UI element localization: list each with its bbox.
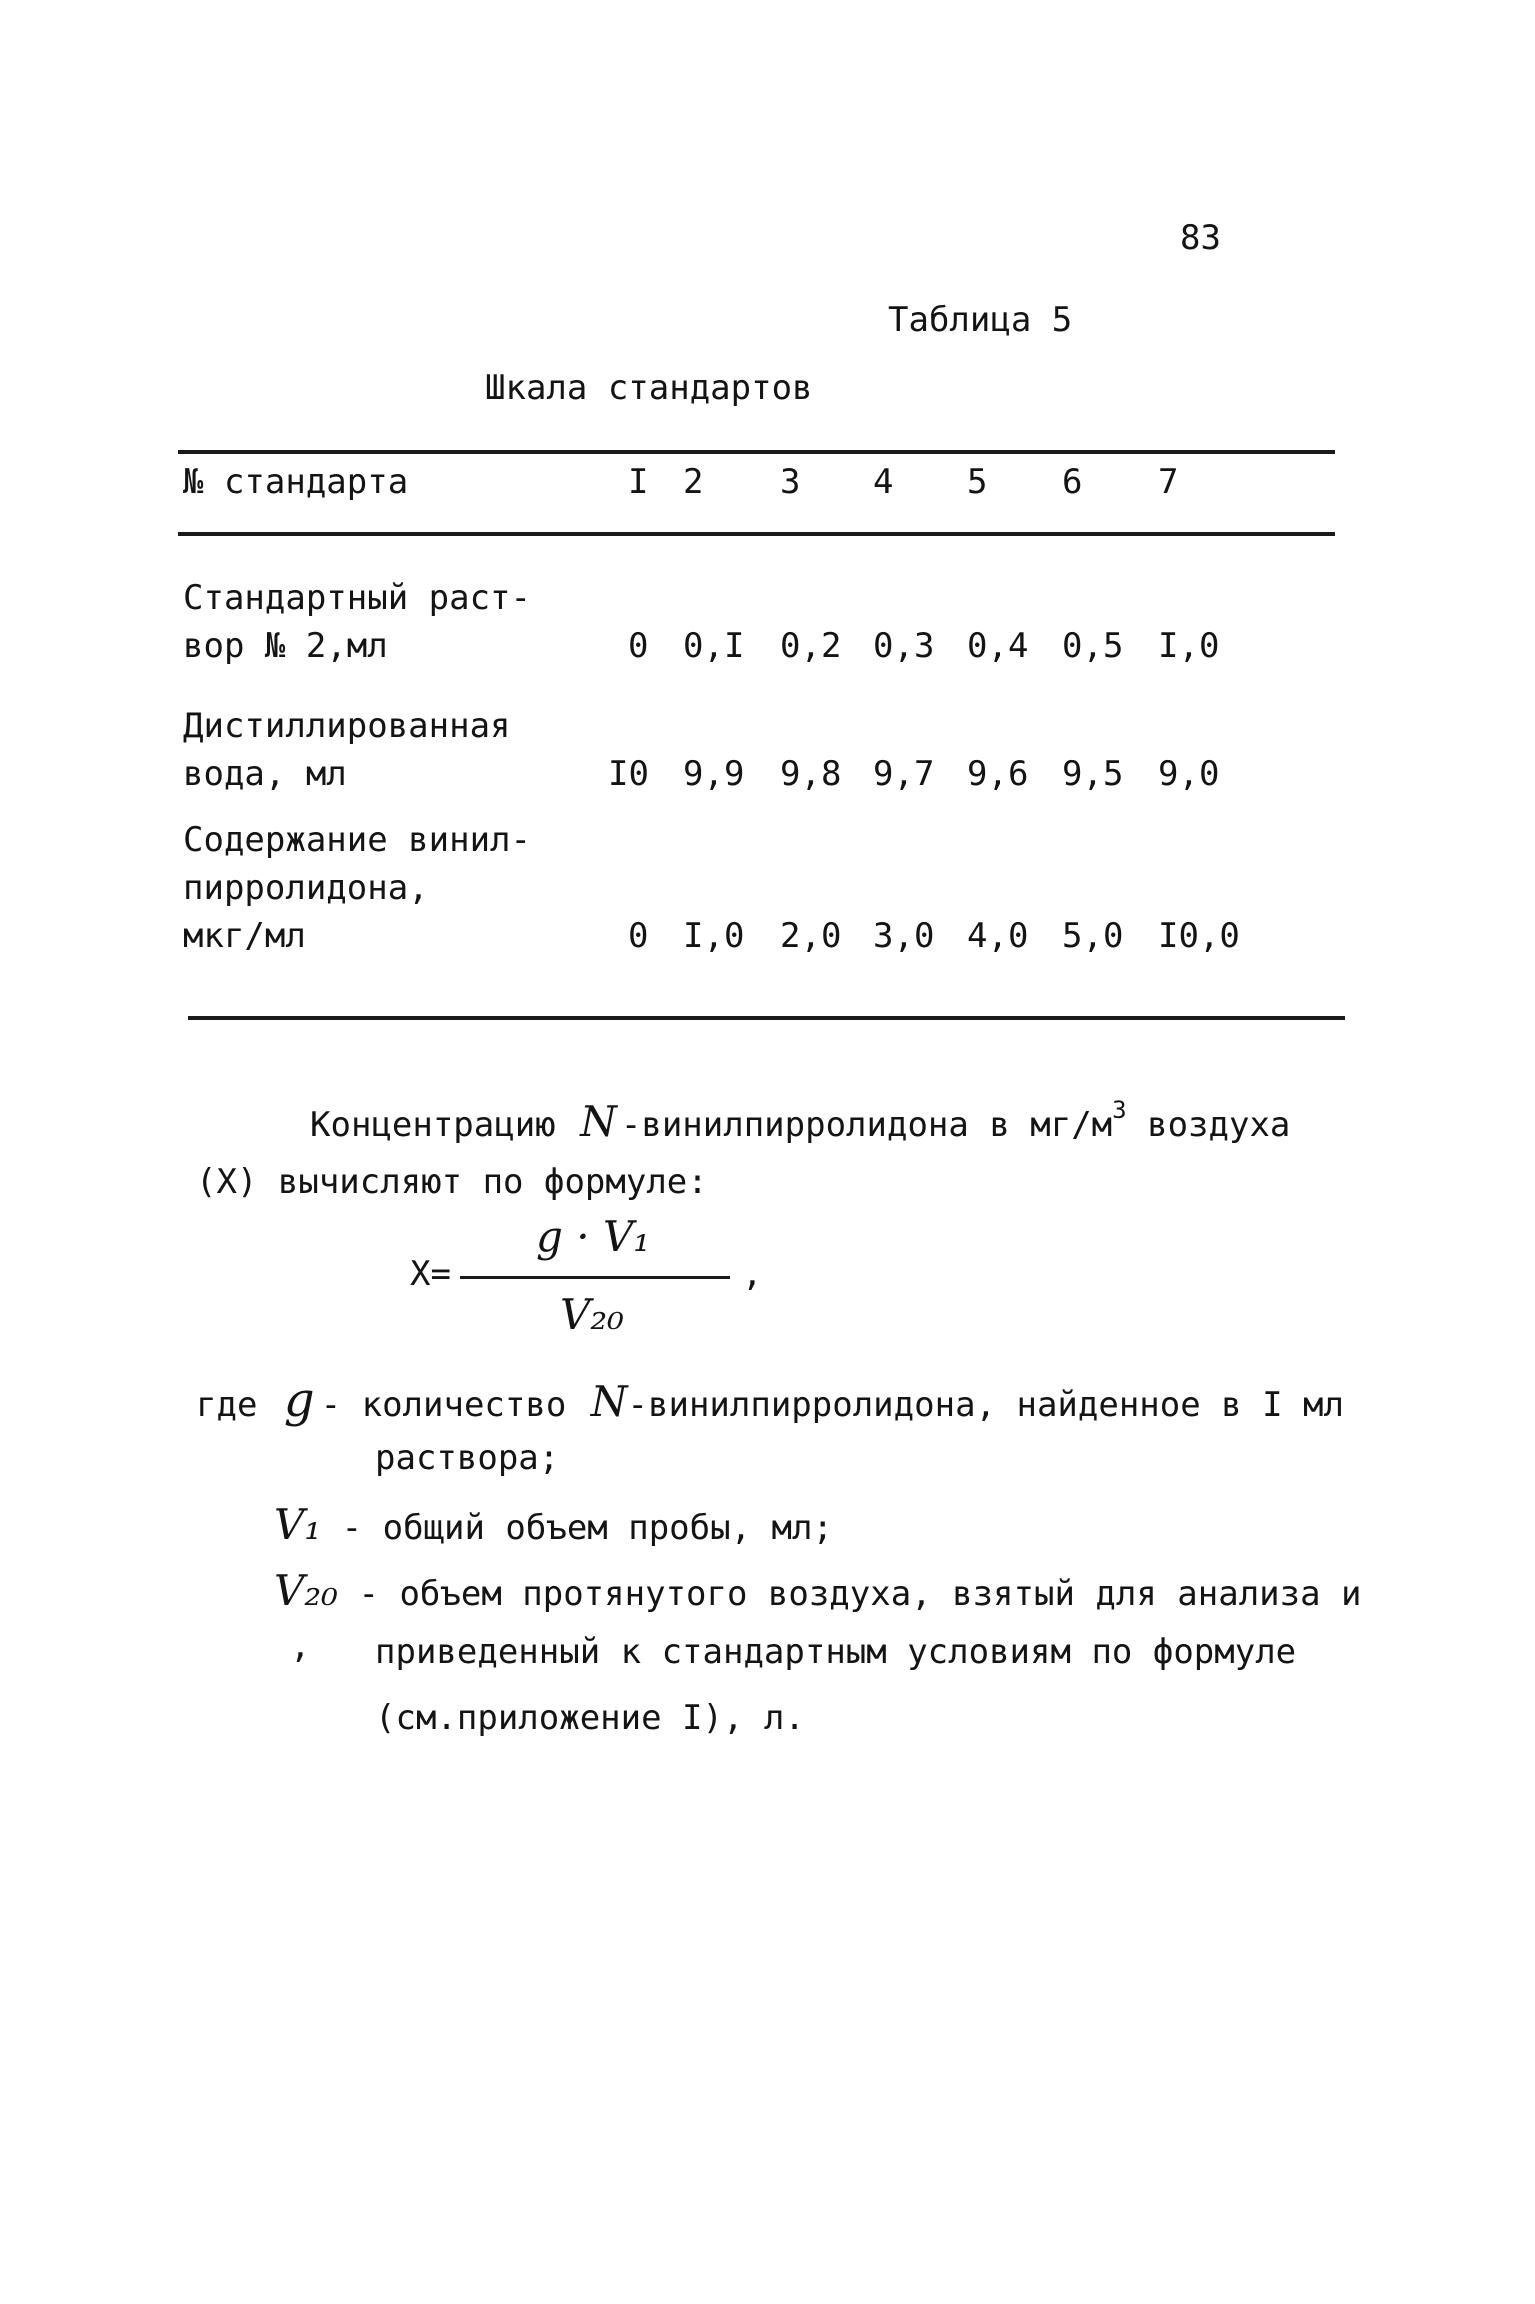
row-label-line: мкг/мл bbox=[183, 916, 306, 956]
formula-numerator: g · V₁ bbox=[536, 1212, 651, 1261]
column-header-4: 4 bbox=[873, 462, 894, 502]
superscript: 3 bbox=[1112, 1096, 1127, 1124]
where-g-continuation: раствора; bbox=[375, 1438, 560, 1478]
formula-lhs: X= bbox=[410, 1254, 451, 1294]
table-caption: Таблица 5 bbox=[888, 300, 1073, 340]
where-text: - общий объем пробы, мл; bbox=[341, 1508, 833, 1548]
where-g-line bbox=[196, 1372, 1344, 1428]
row-label-line: пирролидона, bbox=[183, 868, 429, 908]
table-header-rule bbox=[178, 532, 1335, 536]
where-v20-continuation-1: приведенный к стандартным условиям по формуле bbox=[375, 1632, 1297, 1672]
column-header-7: 7 bbox=[1158, 462, 1179, 502]
where-text: количество bbox=[361, 1385, 567, 1425]
paragraph-line-2: (X) вычисляют по формуле: bbox=[196, 1162, 708, 1202]
table-cell: 0 bbox=[628, 916, 649, 956]
paragraph-text: воздуха bbox=[1147, 1105, 1291, 1145]
table-cell: 9,8 bbox=[780, 754, 842, 794]
formula-trail: , bbox=[742, 1254, 763, 1294]
dash: - bbox=[320, 1385, 342, 1425]
table-cell: 2,0 bbox=[780, 916, 842, 956]
table-cell: 9,7 bbox=[873, 754, 935, 794]
row-label-line: Стандартный раст- bbox=[183, 578, 531, 618]
table-title: Шкала стандартов bbox=[485, 368, 813, 408]
paragraph-line-1 bbox=[310, 1096, 1290, 1146]
table-cell: I0 bbox=[608, 754, 649, 794]
header-label: № стандарта bbox=[183, 462, 409, 502]
g-symbol: g bbox=[283, 1372, 315, 1428]
v20-symbol: V₂₀ bbox=[274, 1566, 339, 1615]
column-header-1: I bbox=[628, 462, 649, 502]
where-text: - объем протянутого воздуха, взятый для анализа и bbox=[358, 1574, 1362, 1614]
row-label-line: вор № 2,мл bbox=[183, 626, 388, 666]
column-header-3: 3 bbox=[780, 462, 801, 502]
table-cell: 5,0 bbox=[1062, 916, 1124, 956]
column-header-6: 6 bbox=[1062, 462, 1083, 502]
where-text: -винилпирролидона, найденное в I мл bbox=[627, 1385, 1344, 1425]
table-cell: 0 bbox=[628, 626, 649, 666]
table-cell: 9,5 bbox=[1062, 754, 1124, 794]
where-v20-line bbox=[274, 1566, 1362, 1615]
table-cell: 0,2 bbox=[780, 626, 842, 666]
table-cell: 4,0 bbox=[967, 916, 1029, 956]
paragraph-text: -винилпирролидона в мг/м bbox=[620, 1105, 1113, 1145]
table-cell: 9,9 bbox=[683, 754, 745, 794]
table-cell: 0,5 bbox=[1062, 626, 1124, 666]
column-header-2: 2 bbox=[683, 462, 704, 502]
table-cell: I0,0 bbox=[1158, 916, 1240, 956]
table-cell: 9,0 bbox=[1158, 754, 1220, 794]
where-v20-continuation-2: (см.приложение I), л. bbox=[375, 1698, 805, 1738]
table-cell: 0,4 bbox=[967, 626, 1029, 666]
table-cell: 3,0 bbox=[873, 916, 935, 956]
v1-symbol: V₁ bbox=[274, 1500, 322, 1549]
where-intro: где bbox=[196, 1385, 258, 1425]
n-symbol: N bbox=[580, 1097, 617, 1146]
row-label-line: Содержание винил- bbox=[183, 820, 531, 860]
row-label-line: Дистиллированная bbox=[183, 706, 511, 746]
where-v1-line bbox=[274, 1500, 833, 1549]
table-top-rule bbox=[178, 450, 1335, 454]
table-bottom-rule bbox=[188, 1016, 1345, 1020]
table-cell: 0,3 bbox=[873, 626, 935, 666]
formula-denominator: V₂₀ bbox=[560, 1290, 625, 1339]
table-cell: 9,6 bbox=[967, 754, 1029, 794]
page-number: 83 bbox=[1180, 218, 1221, 258]
n-symbol: N bbox=[590, 1377, 628, 1426]
paragraph-text: Концентрацию bbox=[310, 1105, 556, 1145]
fraction-bar bbox=[460, 1276, 730, 1279]
row-label-line: вода, мл bbox=[183, 754, 347, 794]
table-cell: 0,I bbox=[683, 626, 745, 666]
table-cell: I,0 bbox=[1158, 626, 1220, 666]
table-cell: I,0 bbox=[683, 916, 745, 956]
stray-comma: , bbox=[290, 1626, 311, 1666]
column-header-5: 5 bbox=[967, 462, 988, 502]
